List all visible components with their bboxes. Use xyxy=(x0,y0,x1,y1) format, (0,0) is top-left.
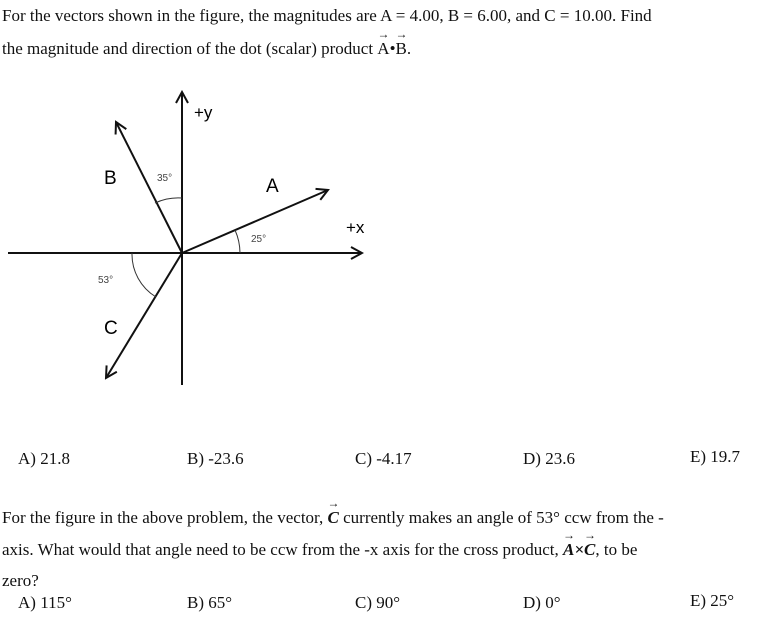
vector-a-symbol: → A xyxy=(377,27,390,58)
vector-arrow-icon: → xyxy=(395,27,408,41)
vector-b-symbol: → B xyxy=(395,27,408,58)
angle-a-label: 25° xyxy=(251,234,267,245)
vector-c-label: C xyxy=(104,318,118,339)
q2-choice-b: B) 65° xyxy=(187,593,233,612)
vector-c-symbol: → C xyxy=(327,496,340,527)
x-axis-label: +x xyxy=(346,218,365,237)
q2-choice-e: E) 25° xyxy=(690,591,735,610)
angle-c-label: 53° xyxy=(98,275,114,286)
vector-arrow-icon: → xyxy=(563,528,575,542)
vector-arrow-icon: → xyxy=(377,27,390,41)
question2-line1: For the figure in the above problem, the vector, → C currently makes an angle of 53° ccw from the - xyxy=(2,496,664,527)
angle-c-arc xyxy=(132,253,156,297)
y-axis-label: +y xyxy=(194,103,213,122)
question2-line3: zero? xyxy=(2,571,39,590)
vector-arrow-icon: → xyxy=(584,528,597,542)
vector-c-arrow xyxy=(106,253,182,378)
q1-choice-b: B) -23.6 xyxy=(187,449,244,468)
angle-b-arc xyxy=(155,198,182,203)
q1-choice-a: A) 21.8 xyxy=(18,449,70,468)
q1-choice-c: C) -4.17 xyxy=(355,449,412,468)
vector-b-arrow xyxy=(116,122,182,253)
q2-choice-d: D) 0° xyxy=(523,593,561,612)
cross-operator: × xyxy=(574,540,585,559)
vector-arrow-icon: → xyxy=(327,496,340,510)
vector-c-symbol: → C xyxy=(584,528,597,559)
question1-line1: For the vectors shown in the figure, the magnitudes are A = 4.00, B = 6.00, and C = 10.00. Find xyxy=(2,6,652,25)
vector-a-symbol: → A xyxy=(563,528,575,559)
q2-choice-c: C) 90° xyxy=(355,593,401,612)
q1-choice-e: E) 19.7 xyxy=(690,447,741,466)
vector-figure xyxy=(0,80,400,390)
vector-b-label: B xyxy=(104,168,117,189)
vector-a-label: A xyxy=(266,176,279,197)
question1-line2: the magnitude and direction of the dot (scalar) product → A• → B. xyxy=(2,27,412,58)
question2-line2: axis. What would that angle need to be ccw from the -x axis for the cross product, → A× → C, to be xyxy=(2,528,638,559)
question1-line2-text: the magnitude and direction of the dot (scalar) product xyxy=(2,39,378,58)
angle-a-arc xyxy=(235,230,240,253)
angle-b-label: 35° xyxy=(157,173,173,184)
q2-choice-a: A) 115° xyxy=(18,593,72,612)
q1-choice-d: D) 23.6 xyxy=(523,449,575,468)
dot-operator: • xyxy=(389,39,396,58)
